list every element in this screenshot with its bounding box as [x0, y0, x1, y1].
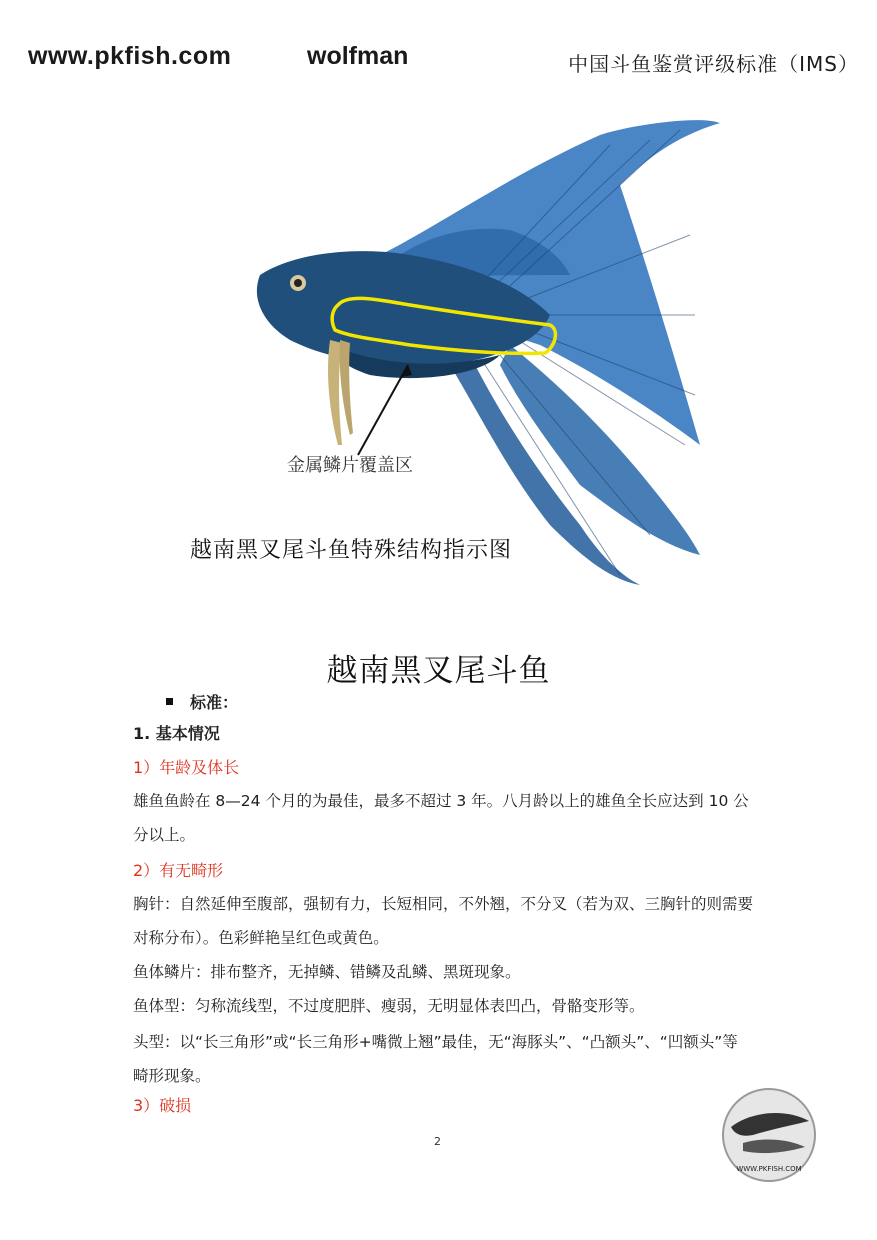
section-basic-heading: 1. 基本情况 — [133, 724, 220, 743]
page-number: 2 — [434, 1135, 441, 1148]
standard-label: 标准： — [190, 693, 239, 712]
age-heading: 1）年龄及体长 — [133, 758, 240, 777]
damage-heading: 3）破损 — [133, 1096, 192, 1115]
pkfish-seal-logo — [713, 1085, 825, 1185]
deformity-heading: 2）有无畸形 — [133, 861, 224, 880]
header-site-url: www.pkfish.com — [28, 42, 232, 70]
svg-text:WWW.PKFISH.COM: WWW.PKFISH.COM — [736, 1165, 802, 1173]
scales-paragraph: 鱼体鳞片：排布整齐，无掉鳞、错鳞及乱鳞、黑斑现象。 — [133, 963, 521, 981]
square-bullet-icon — [166, 698, 173, 705]
annotation-arrow — [358, 365, 408, 455]
header-standard-title: 中国斗鱼鉴赏评级标准（IMS） — [568, 52, 859, 76]
standard-heading — [166, 690, 238, 713]
head-shape-paragraph: 头型：以“长三角形”或“长三角形+嘴微上翘”最佳，无“海豚头”、“凸额头”、“凹额头”等畸形现象。 — [133, 1033, 738, 1085]
body-shape-paragraph: 鱼体型：匀称流线型，不过度肥胖、瘦弱，无明显体表凹凸，骨骼变形等。 — [133, 997, 645, 1015]
age-paragraph: 雄鱼鱼龄在 8—24 个月的为最佳，最多不超过 3 年。八月龄以上的雄鱼全长应达到 10 公分以上。 — [133, 792, 749, 844]
pectoral-paragraph: 胸针：自然延伸至腹部，强韧有力，长短相同，不外翘，不分叉（若为双、三胸针的则需要对称分布）。色彩鲜艳呈红色或黄色。 — [133, 895, 754, 947]
figure-caption: 越南黑叉尾斗鱼特殊结构指示图 — [190, 538, 513, 563]
header-author: wolfman — [307, 42, 409, 70]
page-title: 越南黑叉尾斗鱼 — [326, 653, 551, 689]
fish-illustration — [180, 115, 740, 595]
figure-annotation-label: 金属鳞片覆盖区 — [287, 455, 413, 476]
